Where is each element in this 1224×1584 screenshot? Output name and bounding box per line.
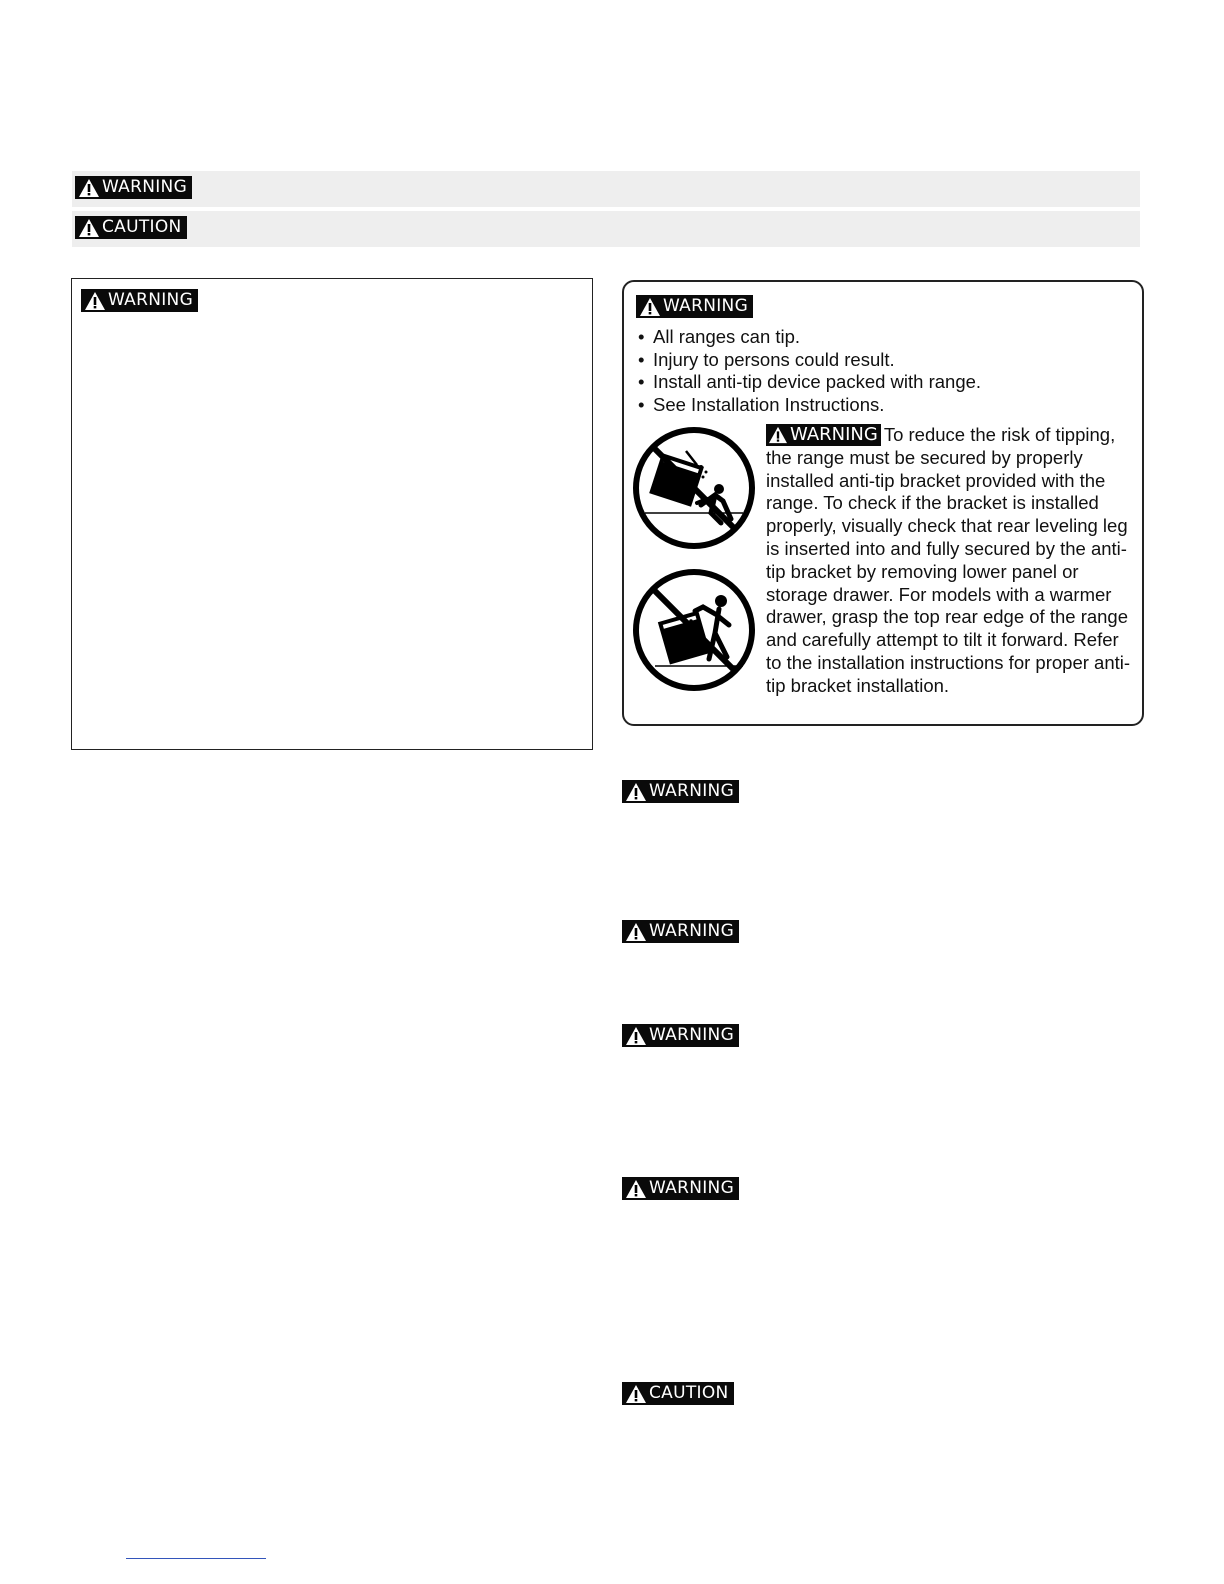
range-tipping-prohibition-icon [631,425,757,551]
warning-label: WARNING [649,1178,735,1198]
inline-warning-badge [766,424,881,446]
warning-badge [622,1177,739,1200]
warning-badge [81,289,198,312]
footer-link-underline[interactable] [126,1558,266,1559]
caution-label: CAUTION [102,217,182,237]
left-warning-box [71,278,593,750]
bullet-item: • See Installation Instructions. [638,394,981,417]
warning-badge [622,780,739,803]
warning-label: WARNING [649,1025,735,1045]
alert-triangle-icon [625,1026,647,1046]
legend-band-warning [72,171,1140,207]
bullet-item: • All ranges can tip. [638,326,981,349]
alert-triangle-icon [625,1384,647,1404]
anti-tip-warning-text: To reduce the risk of tipping, the range must be secured by properly installed anti-tip bracket provided with the range. To check if the bracket is installed properly, visually check that rear leveling leg is inserted into and fully secured by the anti-tip bracket by removing lower panel or storage drawer. For models with a warmer drawer, grasp the top rear edge of the range and carefully attempt to tilt it forward. Refer to the installation instructions for proper anti-tip bracket installation. [766,424,1131,696]
legend-band-caution [72,211,1140,247]
caution-badge [622,1382,734,1405]
alert-triangle-icon [639,297,661,317]
alert-triangle-icon [625,922,647,942]
caution-badge [75,216,187,239]
warning-badge [75,176,192,199]
anti-tip-bullet-list [638,326,981,416]
anti-tip-warning-paragraph [766,424,1138,698]
alert-triangle-icon [625,782,647,802]
warning-badge [622,920,739,943]
alert-triangle-icon [625,1179,647,1199]
alert-triangle-icon [84,291,106,311]
warning-label: WARNING [102,177,188,197]
bullet-item: • Injury to persons could result. [638,349,981,372]
range-pull-prohibition-icon [631,567,757,693]
warning-badge [622,1024,739,1047]
warning-label: WARNING [649,781,735,801]
warning-badge [636,295,753,318]
bullet-item: • Install anti-tip device packed with range. [638,371,981,394]
warning-label: WARNING [663,296,749,316]
alert-triangle-icon [78,218,100,238]
alert-triangle-icon [78,178,100,198]
warning-label: WARNING [108,290,194,310]
warning-label: WARNING [790,423,878,445]
caution-label: CAUTION [649,1383,729,1403]
alert-triangle-icon [768,426,788,444]
anti-tip-warning-box [622,280,1144,726]
warning-label: WARNING [649,921,735,941]
